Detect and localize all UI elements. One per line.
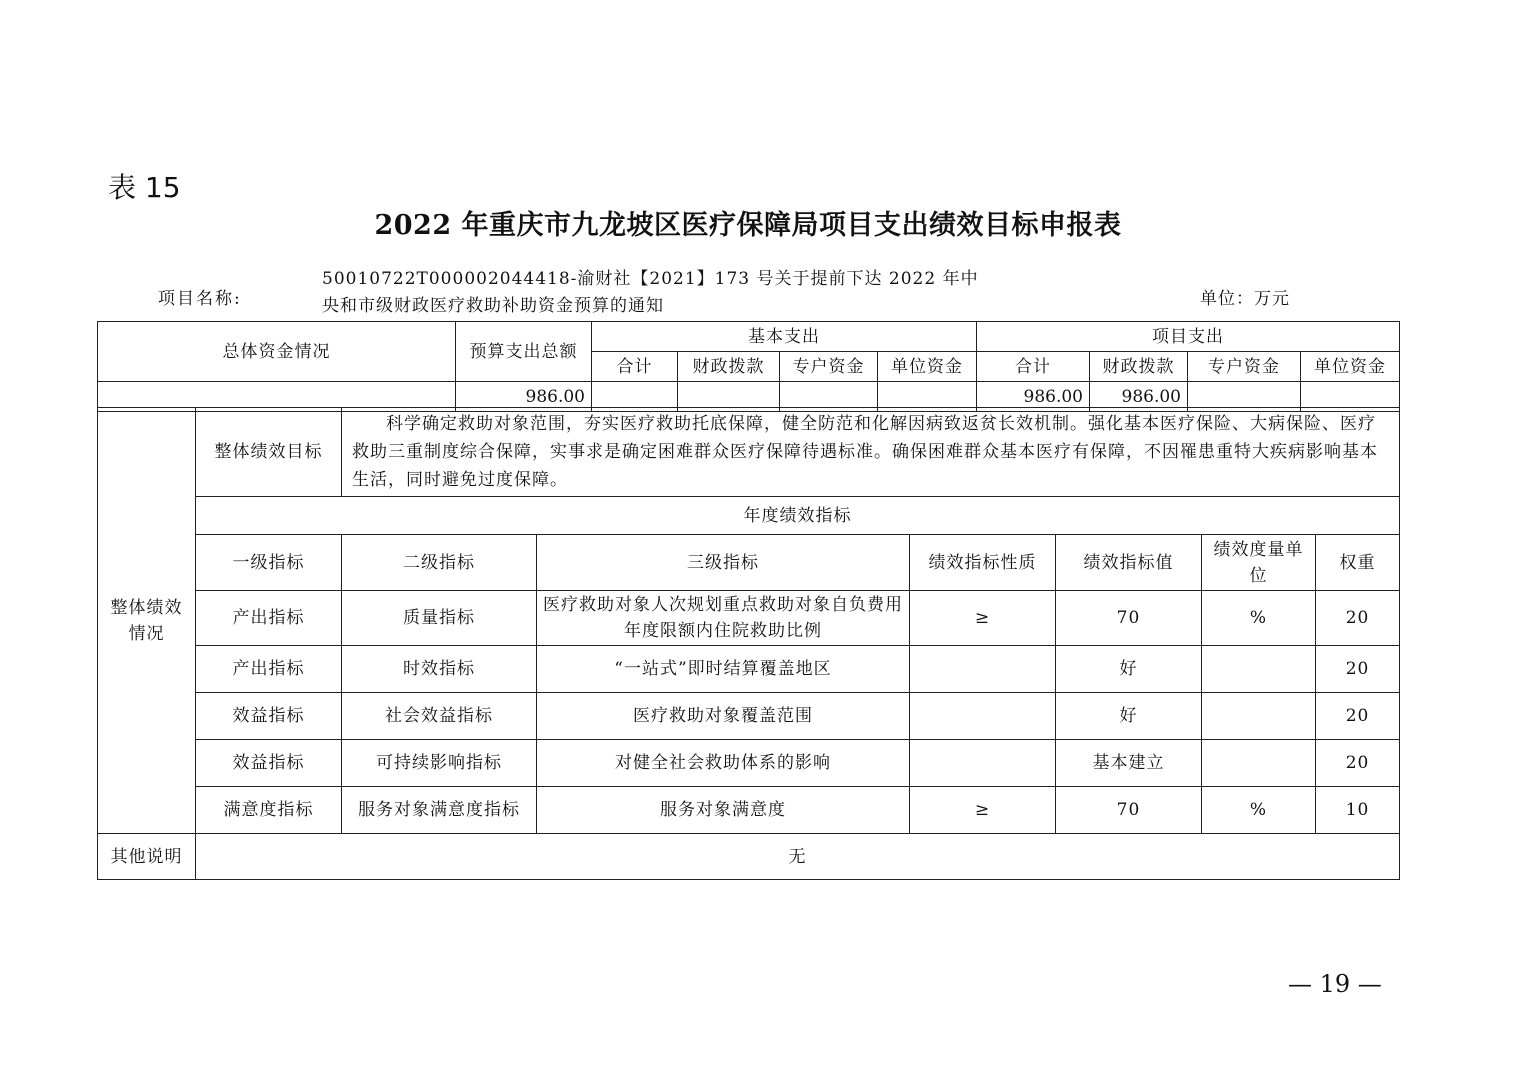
level2-cell: 服务对象满意度指标 — [342, 787, 537, 834]
value-cell: 70 — [1056, 787, 1202, 834]
unit-cell — [1202, 646, 1316, 693]
nature-cell — [910, 740, 1056, 787]
performance-table — [97, 407, 1400, 880]
level3-cell: 医疗救助对象覆盖范围 — [537, 693, 910, 740]
weight-cell: 20 — [1316, 740, 1400, 787]
level3-cell: 医疗救助对象人次规划重点救助对象自负费用年度限额内住院救助比例 — [537, 591, 910, 646]
table-label: 表 15 — [108, 171, 181, 204]
project-name-value: 50010722T000002044418-渝财社【2021】173 号关于提前下达 2022 年中央和市级财政医疗救助补助资金预算的通知 — [322, 269, 979, 316]
project-value: 986.00 — [1090, 382, 1188, 412]
table-row — [98, 693, 1400, 740]
project-value: 986.00 — [977, 382, 1090, 412]
annual-indicators-label: 年度绩效指标 — [196, 497, 1400, 535]
nature-cell — [910, 693, 1056, 740]
indicator-header: 绩效度量单位 — [1202, 535, 1316, 591]
goal-label: 整体绩效目标 — [196, 408, 342, 497]
level1-cell: 产出指标 — [196, 591, 342, 646]
level2-cell: 时效指标 — [342, 646, 537, 693]
weight-cell: 10 — [1316, 787, 1400, 834]
nature-cell: ≥ — [910, 787, 1056, 834]
level2-cell: 质量指标 — [342, 591, 537, 646]
level3-cell: “一站式”即时结算覆盖地区 — [537, 646, 910, 693]
unit-cell — [1202, 740, 1316, 787]
unit-cell: % — [1202, 787, 1316, 834]
table-row — [98, 646, 1400, 693]
unit-cell — [1202, 693, 1316, 740]
total-header: 预算支出总额 — [456, 322, 592, 382]
nature-cell — [910, 646, 1056, 693]
level1-cell: 效益指标 — [196, 693, 342, 740]
unit-label: 单位：万元 — [1200, 289, 1290, 309]
performance-section-label: 整体绩效情况 — [98, 408, 196, 834]
level2-cell: 可持续影响指标 — [342, 740, 537, 787]
value-cell: 好 — [1056, 693, 1202, 740]
project-sub-header: 财政拨款 — [1090, 352, 1188, 382]
project-sub-header: 专户资金 — [1188, 352, 1301, 382]
funds-table — [97, 321, 1400, 412]
basic-expense-header: 基本支出 — [592, 322, 977, 352]
weight-cell: 20 — [1316, 646, 1400, 693]
indicator-header: 一级指标 — [196, 535, 342, 591]
indicator-header: 三级指标 — [537, 535, 910, 591]
project-sub-header: 合计 — [977, 352, 1090, 382]
goal-text: 科学确定救助对象范围，夯实医疗救助托底保障，健全防范和化解因病致返贫长效机制。强化基本医疗保险、大病保险、医疗救助三重制度综合保障，实事求是确定困难群众医疗保障待遇标准。确保困难群众基本医疗有保障，不因罹患重特大疾病影响基本生活，同时避免过度保障。 — [342, 408, 1400, 497]
basic-sub-header: 财政拨款 — [678, 352, 780, 382]
funds-row-label: 总体资金情况 — [98, 322, 456, 382]
weight-cell: 20 — [1316, 693, 1400, 740]
indicator-header: 权重 — [1316, 535, 1400, 591]
table-row — [98, 591, 1400, 646]
level1-cell: 满意度指标 — [196, 787, 342, 834]
project-expense-header: 项目支出 — [977, 322, 1400, 352]
nature-cell: ≥ — [910, 591, 1056, 646]
weight-cell: 20 — [1316, 591, 1400, 646]
project-name-label: 项目名称: — [158, 289, 242, 309]
project-sub-header: 单位资金 — [1301, 352, 1400, 382]
basic-sub-header: 专户资金 — [780, 352, 878, 382]
value-cell: 好 — [1056, 646, 1202, 693]
page-number: — 19 — — [1288, 970, 1382, 998]
level2-cell: 社会效益指标 — [342, 693, 537, 740]
level1-cell: 产出指标 — [196, 646, 342, 693]
other-notes-value: 无 — [196, 834, 1400, 880]
value-cell: 70 — [1056, 591, 1202, 646]
value-cell: 基本建立 — [1056, 740, 1202, 787]
level3-cell: 对健全社会救助体系的影响 — [537, 740, 910, 787]
indicator-header: 绩效指标值 — [1056, 535, 1202, 591]
indicator-header: 二级指标 — [342, 535, 537, 591]
level1-cell: 效益指标 — [196, 740, 342, 787]
total-value: 986.00 — [456, 382, 592, 412]
basic-sub-header: 单位资金 — [878, 352, 977, 382]
indicator-header: 绩效指标性质 — [910, 535, 1056, 591]
table-row — [98, 787, 1400, 834]
table-row — [98, 740, 1400, 787]
other-notes-label: 其他说明 — [98, 834, 196, 880]
document-title: 2022 年重庆市九龙坡区医疗保障局项目支出绩效目标申报表 — [374, 210, 1122, 241]
unit-cell: % — [1202, 591, 1316, 646]
level3-cell: 服务对象满意度 — [537, 787, 910, 834]
basic-sub-header: 合计 — [592, 352, 678, 382]
